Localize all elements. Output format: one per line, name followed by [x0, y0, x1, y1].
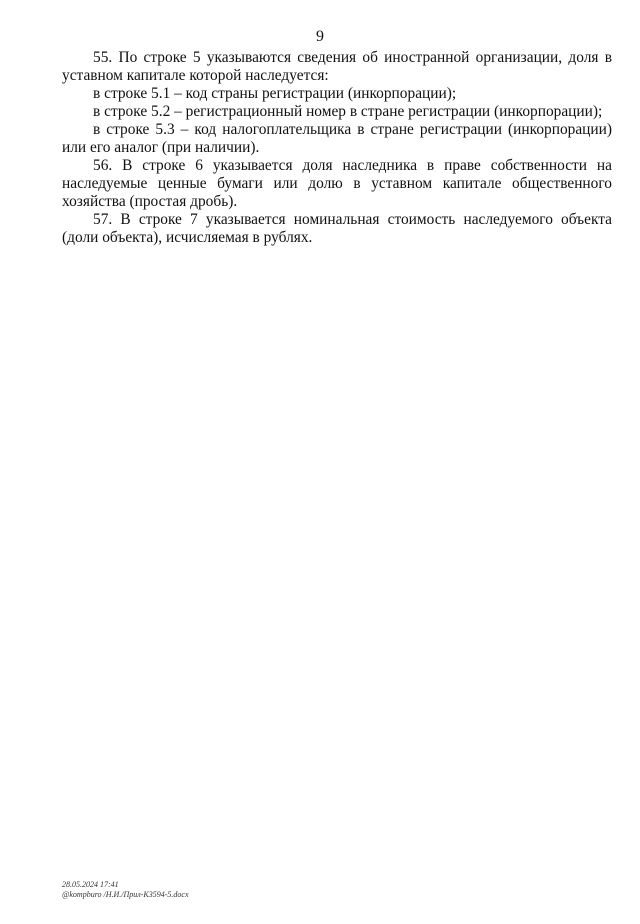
document-body — [62, 49, 612, 247]
paragraph-56: 56. В строке 6 указывается доля наследника в праве собственности на наследуемые ценные бумаги или долю в уставном капитале общественного хозяйства (простая дробь). — [62, 157, 612, 210]
document-footer — [62, 880, 189, 900]
paragraph-line-5-1: в строке 5.1 – код страны регистрации (инкорпорации); — [93, 85, 457, 102]
footer-file-path: @kompburo /Н.И./Прил-К3594-5.docx — [62, 890, 189, 899]
paragraph-55: 55. По строке 5 указываются сведения об иностранной организации, доля в уставном капитале которой наследуется: — [62, 49, 612, 84]
paragraph-line-5-2: в строке 5.2 – регистрационный номер в стране регистрации (инкорпорации); — [93, 103, 603, 120]
footer-timestamp: 28.05.2024 17:41 — [62, 880, 119, 889]
page-number: 9 — [316, 28, 324, 45]
paragraph-57: 57. В строке 7 указывается номинальная стоимость наследуемого объекта (доли объекта), исчисляемая в рублях. — [62, 211, 612, 246]
paragraph-line-5-3: в строке 5.3 – код налогоплательщика в стране регистрации (инкорпорации) или его аналог (при наличии). — [62, 121, 612, 156]
